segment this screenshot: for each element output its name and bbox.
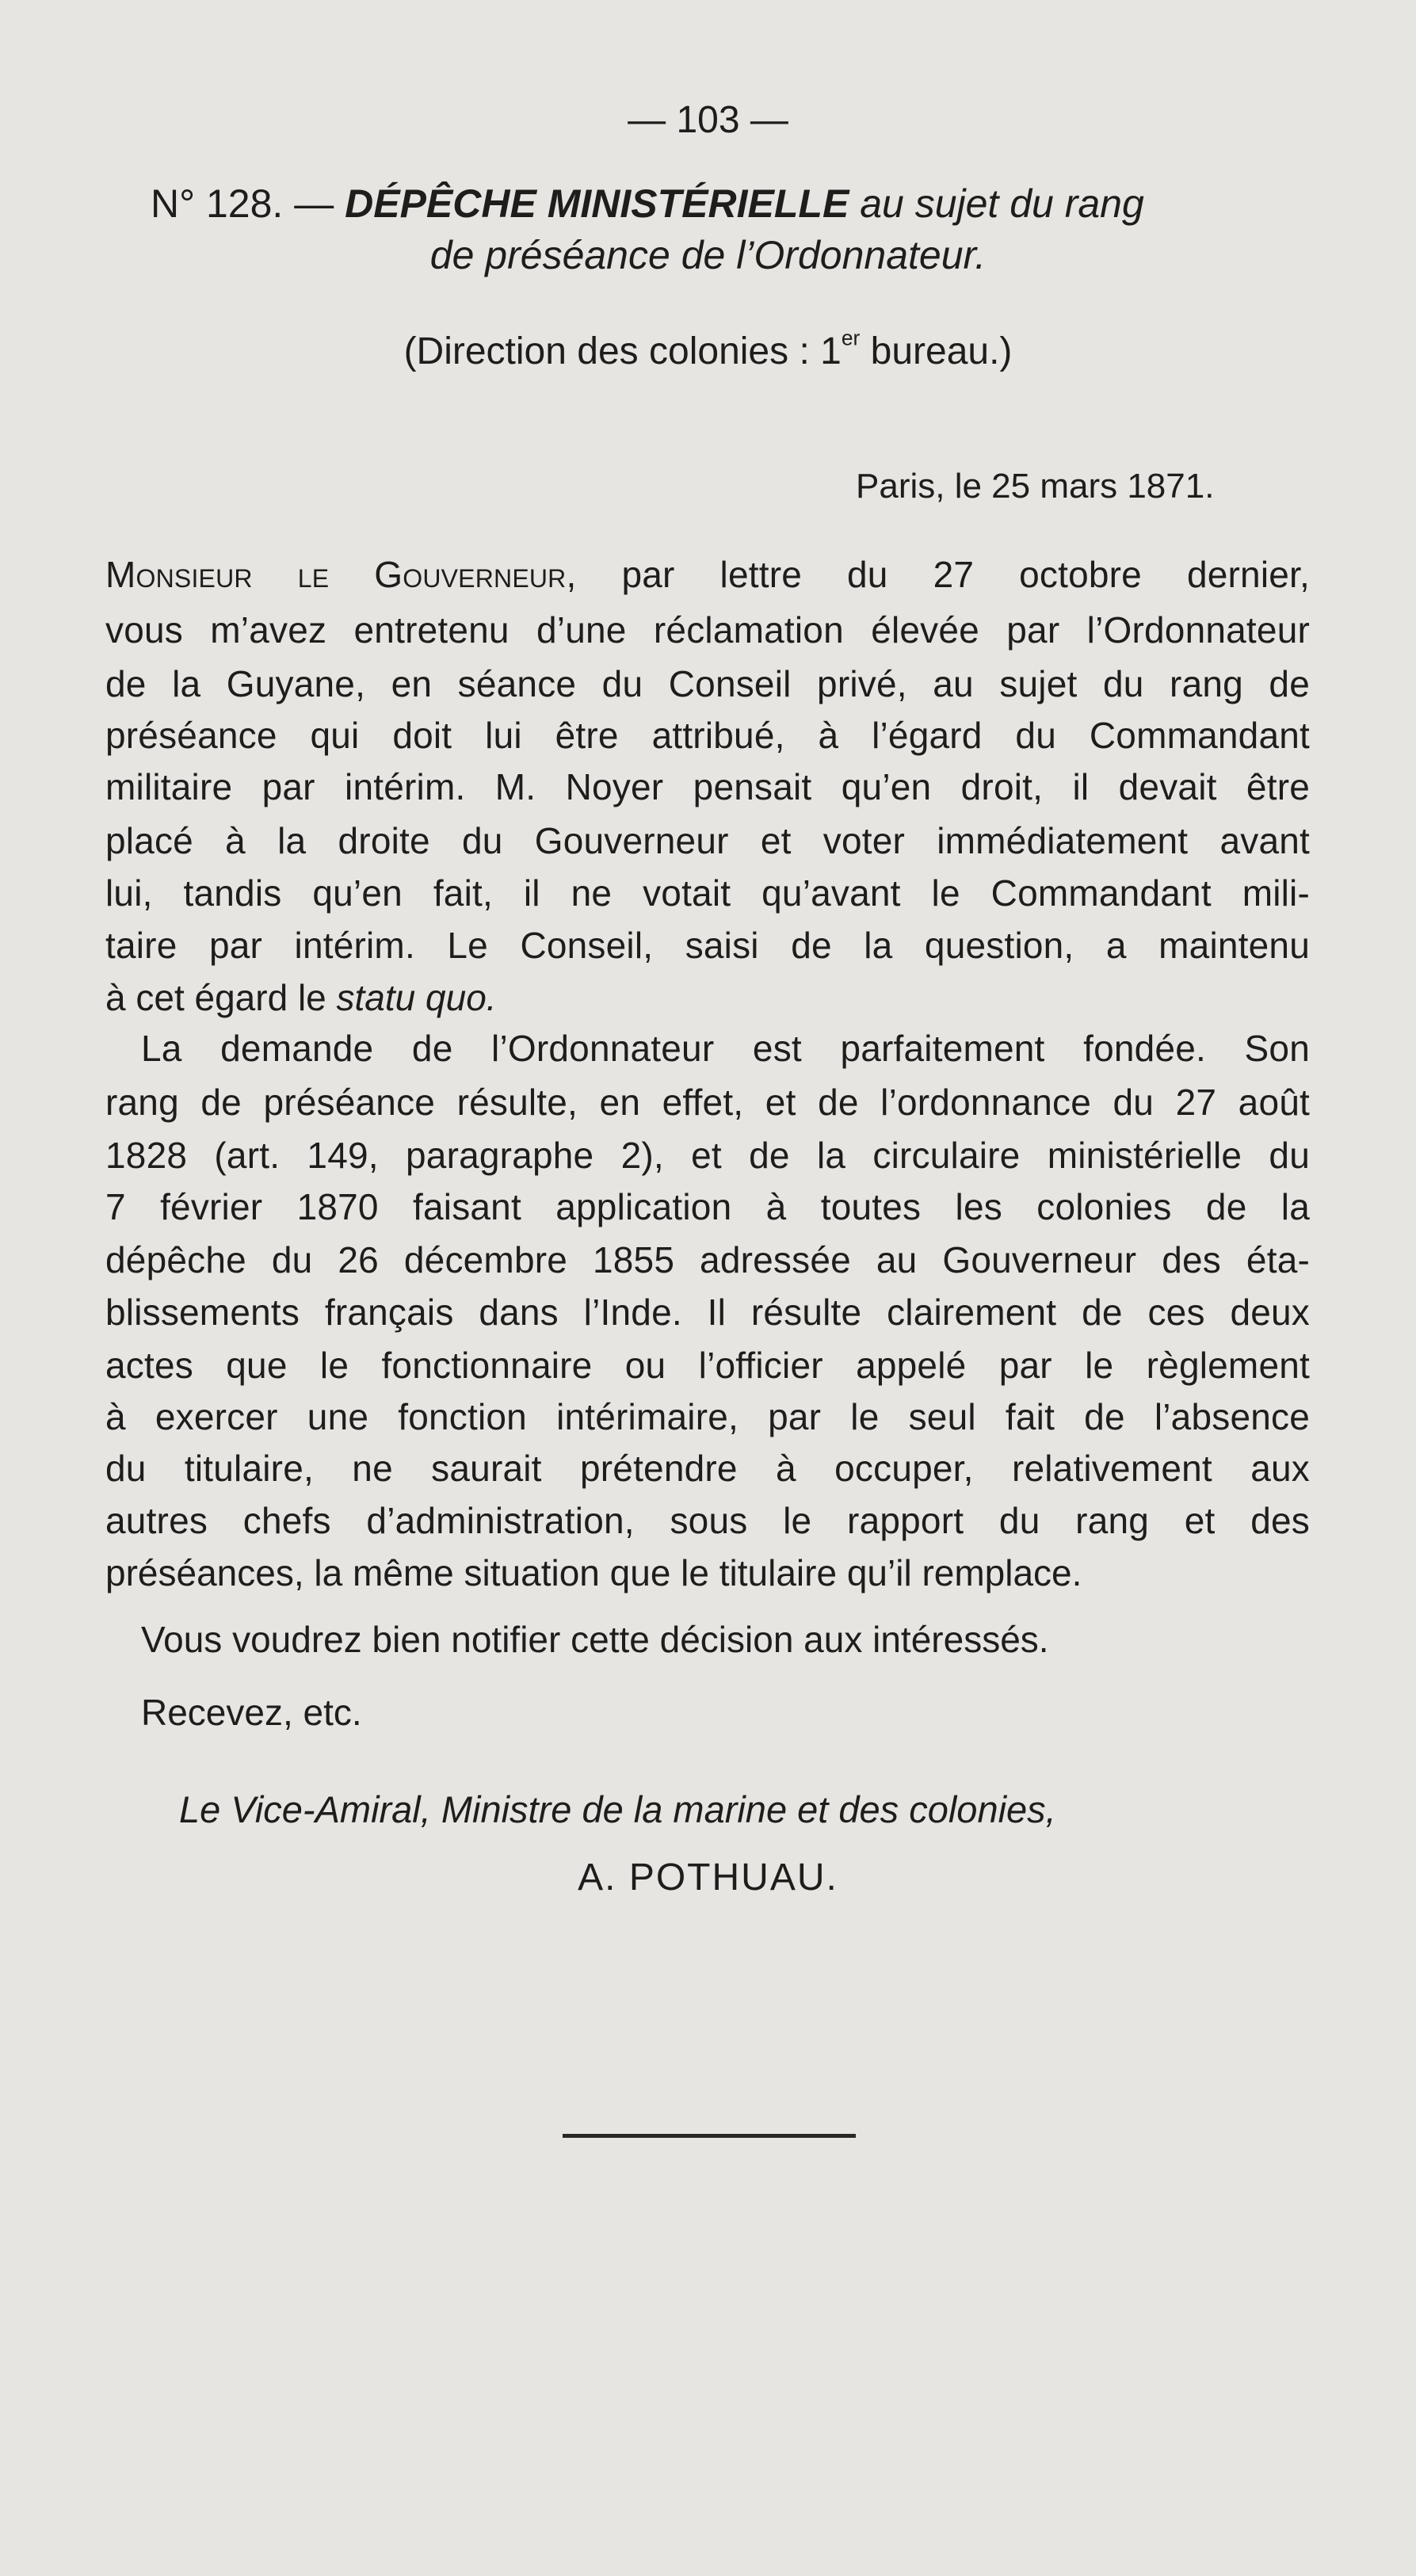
letter-line: Vous voudrez bien notifier cette décision aux intéressés.	[141, 1619, 1049, 1660]
signature-name: A. POTHUAU.	[578, 1857, 838, 1899]
letter-line: lui, tandis qu’en fait, il ne votait qu’avant le Commandant mili-	[105, 872, 1310, 914]
statu-quo: statu quo.	[336, 977, 497, 1018]
letter-line: rang de préséance résulte, en effet, et de l’ordonnance du 27 août	[105, 1082, 1310, 1123]
letter-line: militaire par intérim. M. Noyer pensait qu’en droit, il devait être	[105, 766, 1310, 807]
direction-pre: (Direction des colonies : 1	[403, 330, 842, 372]
letter-line: à exercer une fonction intérimaire, par le seul fait de l’absence	[105, 1396, 1310, 1437]
dateline: Paris, le 25 mars 1871.	[856, 467, 1215, 506]
letter-line: dépêche du 26 décembre 1855 adressée au Gouverneur des éta-	[105, 1239, 1310, 1280]
heading-title: DÉPÊCHE MINISTÉRIELLE	[345, 181, 849, 226]
direction-sup: er	[841, 326, 861, 350]
p1-line9-pre: à cet égard le	[105, 977, 337, 1018]
letter-line: du titulaire, ne saurait prétendre à occuper, relativement aux	[105, 1448, 1310, 1489]
letter-line: autres chefs d’administration, sous le rapport du rang et des	[105, 1500, 1310, 1541]
letter-line: préséances, la même situation que le titulaire qu’il remplace.	[105, 1552, 1082, 1593]
letter-line: vous m’avez entretenu d’une réclamation élevée par l’Ordonnateur	[105, 609, 1310, 651]
page-number: — 103 —	[628, 99, 788, 141]
letter-line: placé à la droite du Gouverneur et voter immédiatement avant	[105, 820, 1310, 861]
closing-rule	[563, 2134, 856, 2138]
letter-line: actes que le fonctionnaire ou l’officier appelé par le règlement	[105, 1345, 1310, 1386]
letter-line: de la Guyane, en séance du Conseil privé, au sujet du rang de	[105, 663, 1310, 704]
direction-line	[0, 326, 1416, 372]
heading-number: N° 128. —	[151, 181, 334, 226]
signature-title: Le Vice-Amiral, Ministre de la marine et des colonies,	[179, 1788, 1056, 1830]
letter-line	[105, 556, 1310, 593]
letter-line: 7 février 1870 faisant application à toutes les colonies de la	[105, 1186, 1310, 1227]
letter-line	[105, 979, 497, 1016]
direction-post: bureau.)	[860, 330, 1013, 372]
letter-line: La demande de l’Ordonnateur est parfaitement fondée. Son	[141, 1028, 1310, 1069]
letter-line: blissements français dans l’Inde. Il résulte clairement de ces deux	[105, 1292, 1310, 1333]
heading-subject-1: au sujet du rang	[860, 181, 1144, 226]
p1-line1-rest: par lettre du 27 octobre dernier,	[576, 554, 1310, 595]
letter-line: 1828 (art. 149, paragraphe 2), et de la circulaire ministérielle du	[105, 1135, 1310, 1176]
letter-line: Recevez, etc.	[141, 1692, 362, 1733]
heading-line-2	[0, 235, 1416, 275]
letter-line: préséance qui doit lui être attribué, à l’égard du Commandant	[105, 715, 1310, 756]
heading-line-1	[151, 181, 1144, 226]
salutation: Monsieur le Gouverneur,	[105, 554, 577, 595]
letter-line: taire par intérim. Le Conseil, saisi de la question, a maintenu	[105, 925, 1310, 966]
heading-subject-2: de préséance de l’Ordonnateur.	[429, 233, 987, 277]
